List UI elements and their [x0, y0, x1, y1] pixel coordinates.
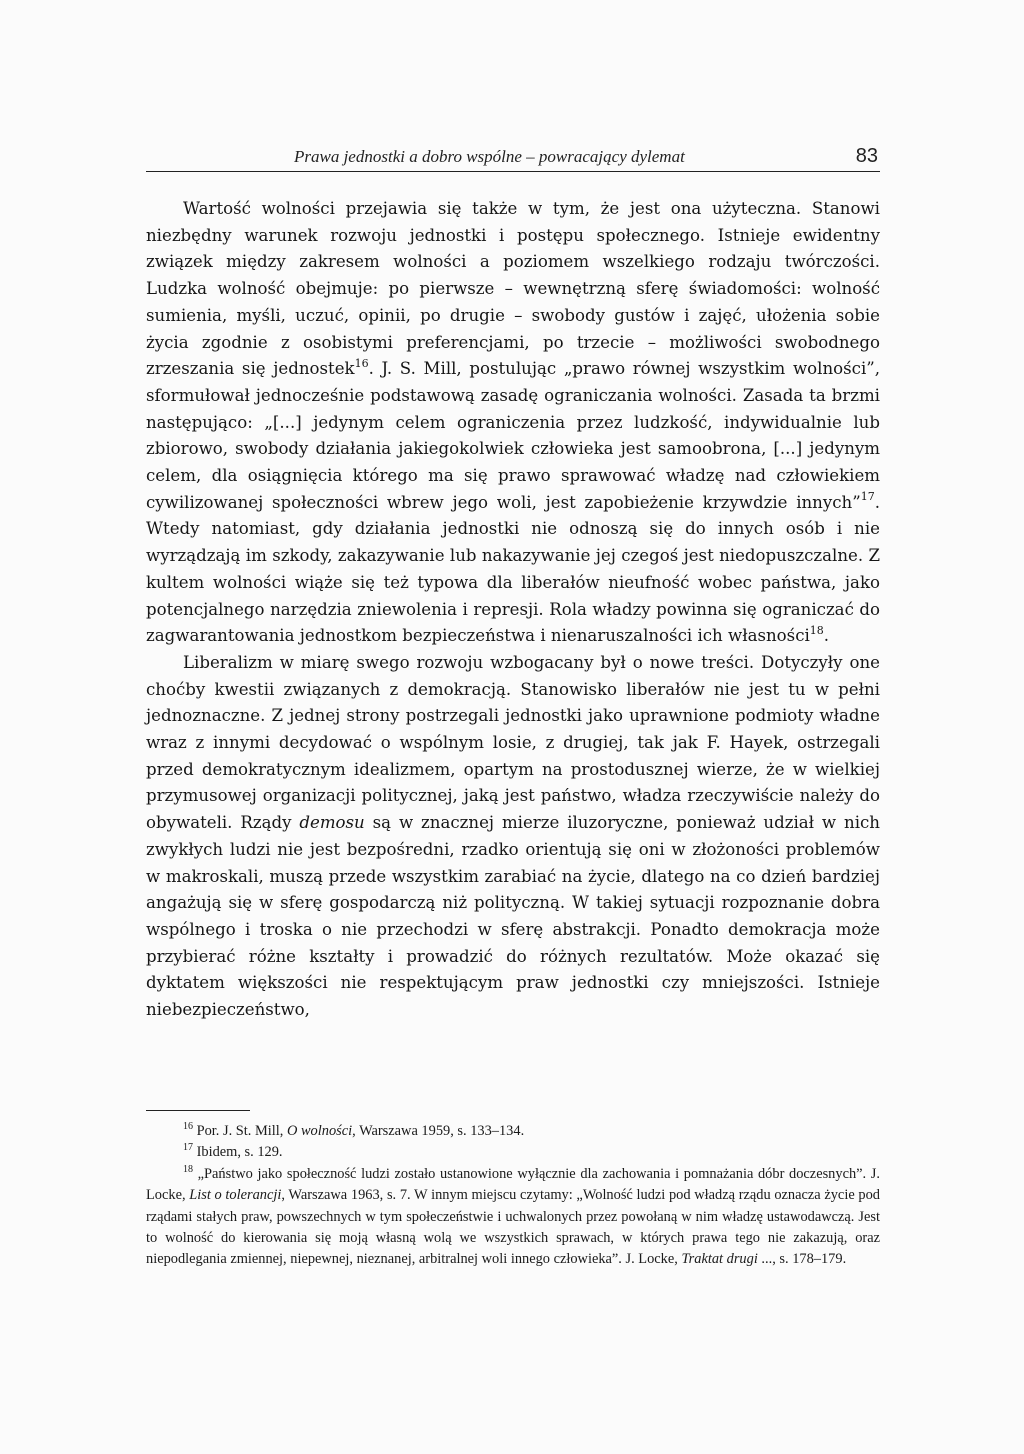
footnote-ref-17: 17	[860, 490, 875, 504]
footnote-text: Ibidem, s. 129.	[193, 1144, 283, 1161]
footnote-17	[146, 1142, 880, 1163]
footnote-text: , Warszawa 1959, s. 133–134.	[352, 1123, 525, 1139]
paragraph-2-part-b: są w znacznej mierze iluzoryczne, ponieważ udział w nich zwykłych ludzi nie jest bezpośredni, rzadko orientują się oni w złożoności problemów w makroskali, muszą przede wszystkim zarabiać na życie, dlatego na co dzień bardziej angażują się w sferę gospodarczą niż polityczną. W takiej sytuacji rozpoznanie dobra wspólnego i troska o nie przechodzi w sferę abstrakcji. Ponadto demokracja może przybierać różne kształty i prowadzić do różnych rezultatów. Może okazać się dyktatem większości nie respektującym praw jednostki czy mniejszości. Istnieje niebezpieczeństwo,	[146, 813, 880, 1020]
footnote-number: 17	[183, 1142, 193, 1154]
footnote-18	[146, 1164, 880, 1271]
paragraph-1-part-a: Wartość wolności przejawia się także w tym, że jest ona użyteczna. Stanowi niezbędny warunek rozwoju jednostki i postępu społecznego. Istnieje ewidentny związek między zakresem wolności a poziomem wszelkiego rodzaju twórczości. Ludzka wolność obejmuje: po pierwsze – wewnętrzną sferę świadomości: wolność sumienia, myśli, uczuć, opinii, po drugie – swobody gustów i zajęć, ułożenia sobie życia zgodnie z osobistymi preferencjami, po trzecie – możliwości swobodnego zrzeszania się jednostek	[146, 199, 880, 379]
footnote-number: 16	[183, 1121, 193, 1133]
page-header	[146, 141, 880, 172]
paragraph-1-part-b: . J. S. Mill, postulując „prawo równej wszystkim wolności”, sformułował jednocześnie podstawową zasadę ograniczania wolności. Zasada ta brzmi następująco: „[...] jedynym celem ograniczenia przez ludzkość, indywidualnie lub zbiorowo, swobody działania jakiegokolwiek człowieka jest samoobrona, [...] jedynym celem, dla osiągnięcia którego ma się prawo sprawować władzę nad człowiekiem cywilizowanej społeczności wbrew jego woli, jest zapobieżenie krzywdzie innych”	[146, 359, 881, 512]
footnote-ref-18: 18	[809, 623, 824, 637]
footnote-title: List o tolerancji	[189, 1187, 282, 1204]
footnote-separator	[146, 1110, 250, 1111]
main-text	[146, 196, 880, 1024]
footnote-16	[146, 1121, 880, 1142]
footnotes	[146, 1121, 880, 1271]
paragraph-2	[146, 650, 880, 1024]
paragraph-1-part-d: .	[823, 626, 830, 646]
paragraph-2-part-a: Liberalizm w miarę swego rozwoju wzbogacany był o nowe treści. Dotyczyły one choćby kwestii związanych z demokracją. Stanowisko liberałów nie jest tu w pełni jednoznaczne. Z jednej strony postrzegali jednostki jako uprawnione podmioty władne wraz z innymi decydować o wspólnym losie, z drugiej, tak jak F. Hayek, ostrzegali przed demokratycznym idealizmem, opartym na prostodusznej wierze, że w wielkiej przymusowej organizacji politycznej, jaką jest państwo, władza rzeczywiście należy do obywateli. Rządy	[146, 652, 880, 833]
paragraph-1	[146, 196, 880, 650]
page-number: 83	[855, 145, 878, 167]
running-title: Prawa jednostki a dobro wspólne – powracający dylemat	[294, 147, 685, 166]
paragraph-1-part-c: . Wtedy natomiast, gdy działania jednostki nie odnoszą się do innych osób i nie wyrządzają im szkody, zakazywanie lub nakazywanie jej czegoś jest niedopuszczalne. Z kultem wolności wiąże się też typowa dla liberałów nieufność wobec państwa, jako potencjalnego narzędzia zniewolenia i represji. Rola władzy powinna się ograniczać do zagwarantowania jednostkom bezpieczeństwa i nienaruszalności ich własności	[146, 492, 880, 646]
footnote-text: ..., s. 178–179.	[757, 1251, 847, 1268]
footnote-title: Traktat drugi	[681, 1251, 758, 1268]
footnote-ref-16: 16	[354, 356, 369, 370]
footnote-text: „Państwo jako społeczność ludzi zostało ustanowione wyłącznie dla zachowania i pomnażania dóbr doczesnych”. J. Locke,	[146, 1165, 880, 1204]
footnote-text: , Warszawa 1963, s. 7. W innym miejscu czytamy: „Wolność ludzi pod władzą rządu oznacza życie pod rządami stałych praw, powszechnych w tym społeczeństwie i uchwalonych przez powołaną w nim władzę ustawodawczą. Jest to wolność do kierowania się moją własną wolą we wszystkich sprawach, w których prawa tego nie zakazują, oraz niepodlegania zmiennej, niepewnej, nieznanej, arbitralnej woli innego człowieka”. J. Locke,	[146, 1187, 880, 1268]
footnote-title: O wolności	[286, 1123, 353, 1139]
italic-demosu: demosu	[299, 813, 365, 833]
footnote-number: 18	[183, 1164, 193, 1176]
footnote-text: Por. J. St. Mill,	[193, 1123, 287, 1139]
